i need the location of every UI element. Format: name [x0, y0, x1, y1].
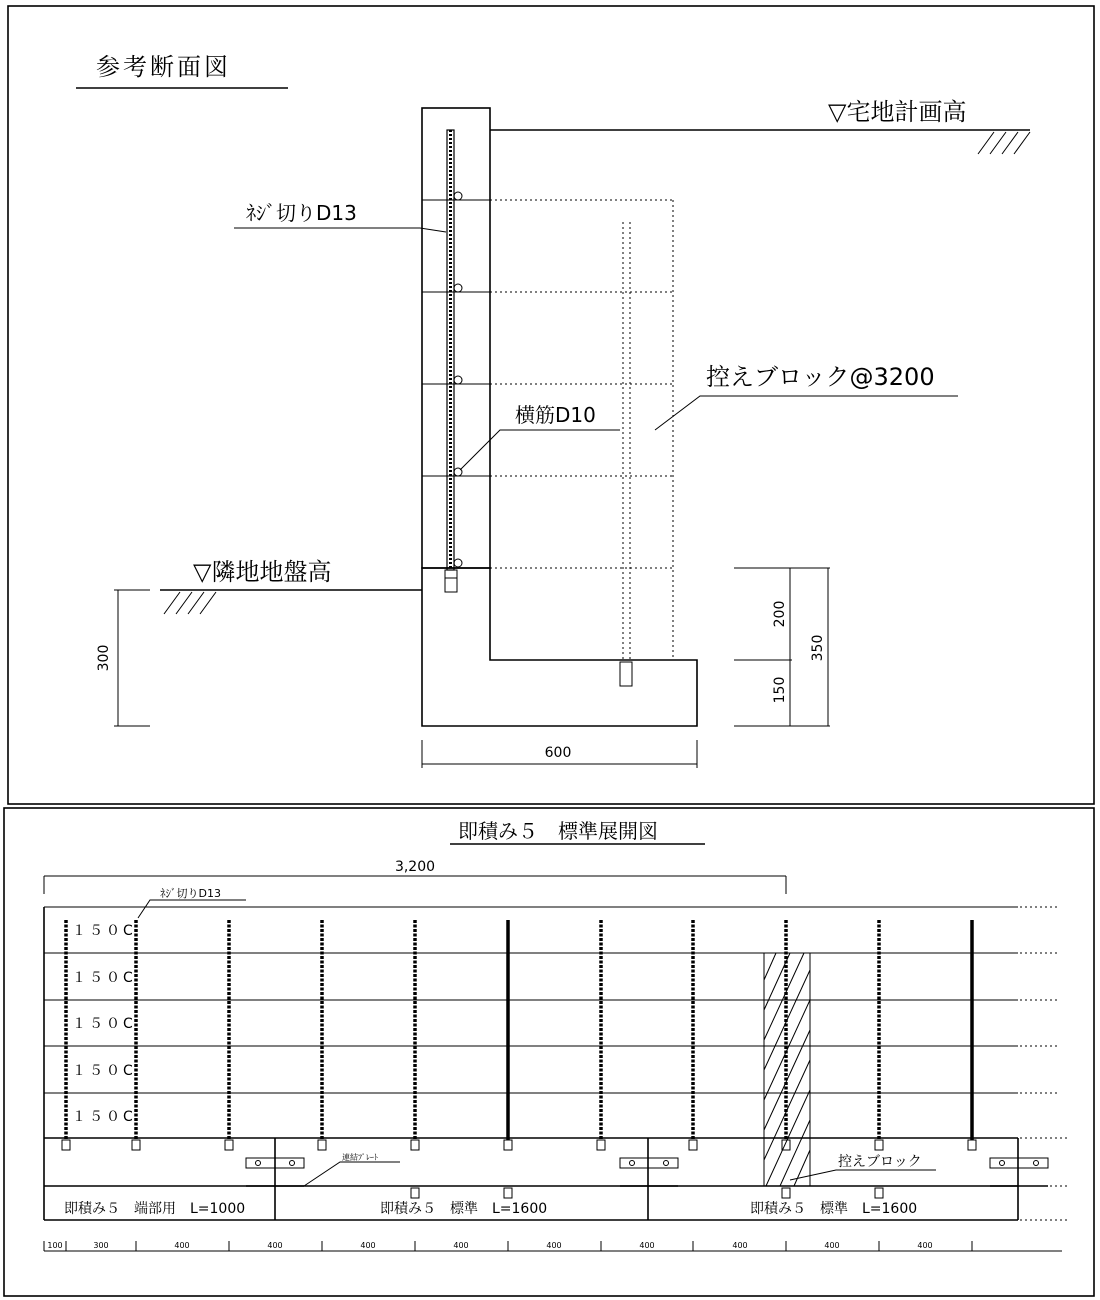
dim-200-label: 200 — [772, 600, 788, 628]
course-lines — [44, 907, 1018, 1093]
course-label-1: １５０C — [72, 923, 136, 939]
neighbor-ground-hatch — [164, 592, 216, 614]
block-wall — [422, 108, 490, 568]
buttress-leader — [655, 396, 958, 430]
thread-rebar-label: ﾈｼﾞ切りD13 — [246, 201, 357, 225]
course-label-5: １５０C — [72, 1109, 136, 1125]
bottom-dim-labels — [47, 1241, 932, 1250]
horizontal-rebar-label: 横筋D10 — [515, 403, 596, 427]
base-label-3: 即積み５ 標準 L=1600 — [750, 1201, 918, 1217]
course-continuation — [1020, 907, 1070, 1220]
course-label-4: １５０C — [72, 1063, 136, 1079]
bottom-dim-1: 100 — [47, 1241, 63, 1250]
course-label-2: １５０C — [72, 970, 136, 986]
base-label-2: 即積み５ 標準 L=1600 — [380, 1201, 548, 1217]
section-title: 参考断面図 — [96, 53, 231, 81]
elevation-buttress-label: 控えブロック — [838, 1154, 922, 1170]
bottom-dim-4: 400 — [267, 1241, 283, 1250]
bottom-dim-2: 300 — [93, 1241, 109, 1250]
neighbor-level-label: ▽隣地地盤高 — [193, 558, 332, 586]
dim-600-label: 600 — [544, 745, 572, 761]
l-footing — [422, 568, 697, 726]
dim-300-label: 300 — [96, 644, 112, 672]
plate-label: 連結ﾌﾟﾚｰﾄ — [342, 1153, 378, 1162]
bottom-dim-9: 400 — [732, 1241, 748, 1250]
bottom-dim-3: 400 — [174, 1241, 190, 1250]
bottom-dim-8: 400 — [639, 1241, 655, 1250]
elevation-buttress-leader — [790, 1170, 936, 1180]
buttress-label: 控えブロック@3200 — [706, 363, 935, 391]
course-label-3: １５０C — [72, 1016, 136, 1032]
dim-3200 — [44, 876, 786, 894]
elevation-thread-rebar-leader — [138, 900, 246, 918]
bottom-dim-10: 400 — [824, 1241, 840, 1250]
bottom-dim-6: 400 — [453, 1241, 469, 1250]
horizontal-rebar-leader — [460, 430, 620, 470]
elevation-panel — [4, 808, 1094, 1296]
dim-300 — [114, 590, 150, 726]
dim-150-label: 150 — [772, 676, 788, 704]
planned-level-label: ▽宅地計画高 — [828, 98, 967, 126]
bottom-dim-5: 400 — [360, 1241, 376, 1250]
plate-leader — [304, 1162, 400, 1186]
planned-ground-hatch — [978, 132, 1030, 154]
dim-3200-label: 3,200 — [394, 859, 436, 875]
bottom-dim-11: 400 — [917, 1241, 933, 1250]
elevation-frame — [4, 808, 1094, 1296]
thread-rebar-leader — [234, 228, 446, 232]
bottom-dim-7: 400 — [546, 1241, 562, 1250]
base-label-1: 即積み５ 端部用 L=1000 — [64, 1201, 246, 1217]
horizontal-rebar-markers — [454, 192, 462, 567]
wall-course-lines — [422, 200, 490, 476]
section-panel — [8, 6, 1094, 804]
dim-350-label: 350 — [810, 634, 826, 662]
elevation-thread-rebar-label: ﾈｼﾞ切りD13 — [160, 887, 221, 900]
elevation-title: 即積み５ 標準展開図 — [458, 819, 658, 843]
